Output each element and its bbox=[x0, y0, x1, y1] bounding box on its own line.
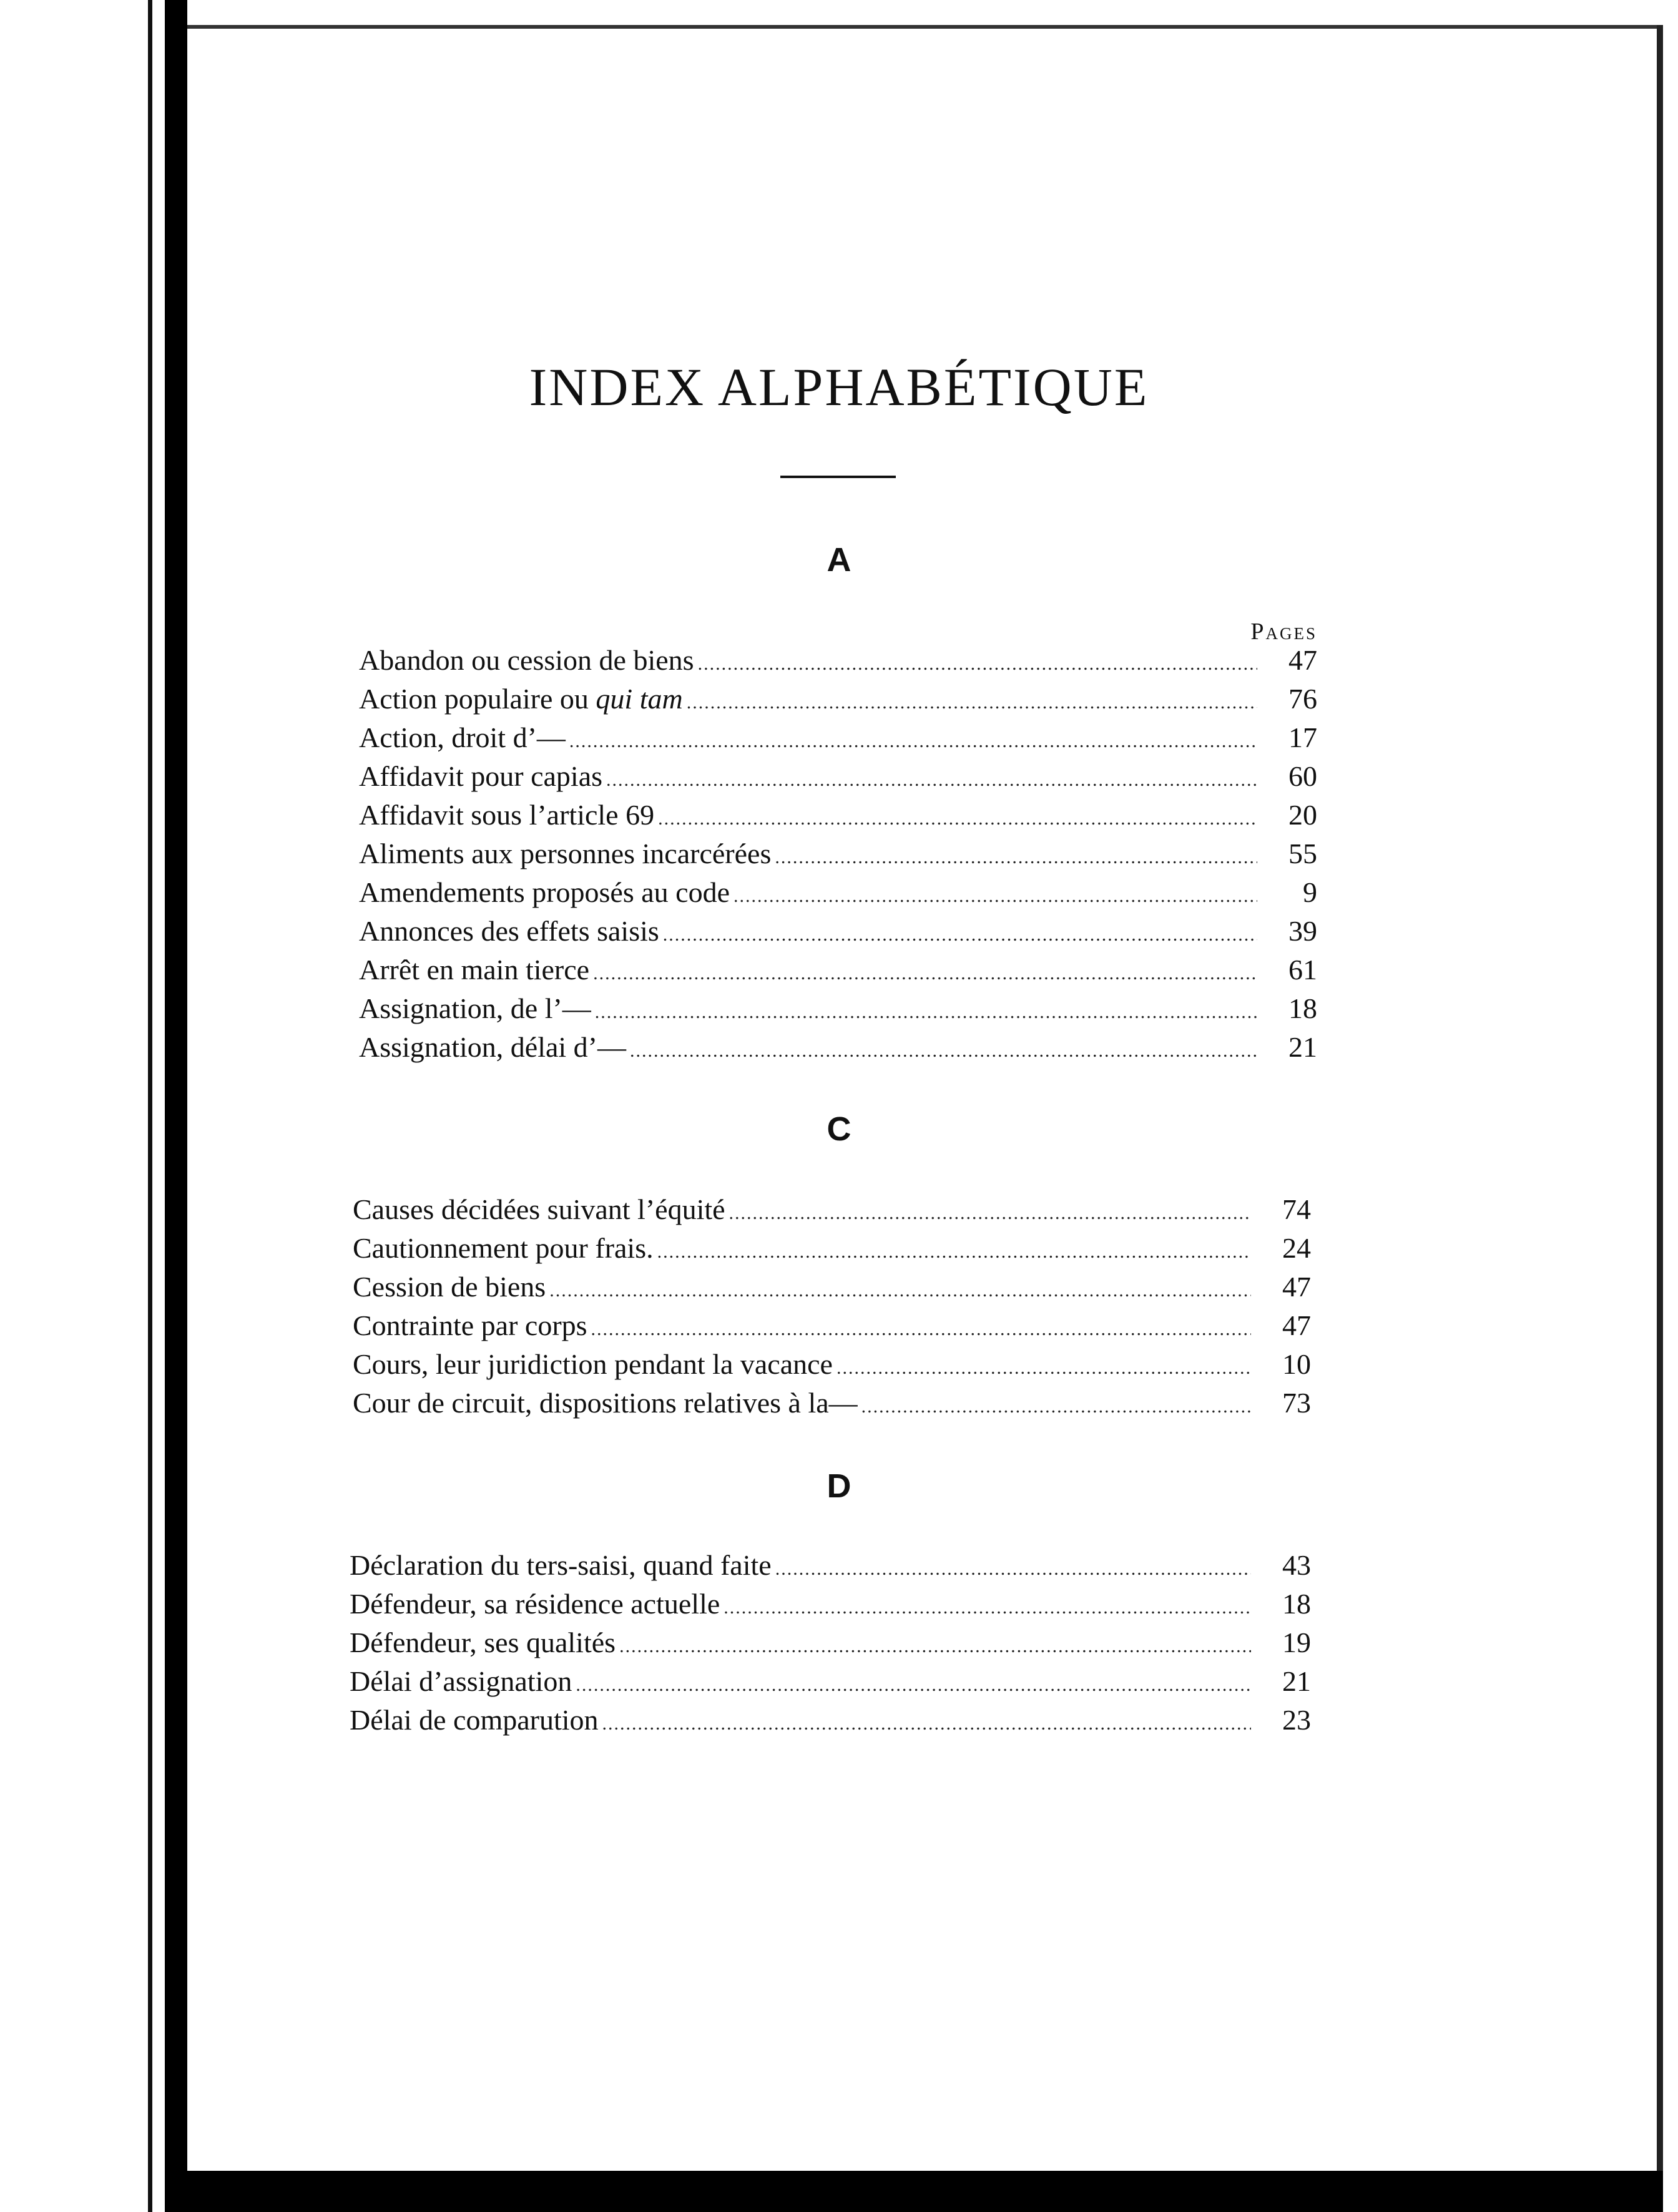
index-entry bbox=[359, 951, 1317, 989]
entry-page: 17 bbox=[1288, 722, 1317, 753]
entry-page: 60 bbox=[1288, 760, 1317, 792]
entry-page: 76 bbox=[1288, 683, 1317, 715]
pages-column-heading: Pages bbox=[1250, 619, 1317, 645]
index-entry bbox=[353, 1384, 1311, 1422]
leader-dots bbox=[734, 877, 1257, 916]
entry-page: 55 bbox=[1288, 838, 1317, 869]
entry-label: Amendements proposés au code bbox=[359, 876, 730, 908]
index-entry bbox=[359, 834, 1317, 873]
entry-label: Assignation, délai d’— bbox=[359, 1031, 626, 1063]
entry-page: 73 bbox=[1282, 1387, 1311, 1419]
entry-page: 23 bbox=[1282, 1704, 1311, 1736]
entry-page: 21 bbox=[1288, 1031, 1317, 1063]
index-entry bbox=[359, 912, 1317, 951]
facing-page-edge bbox=[148, 0, 152, 2212]
index-entry bbox=[350, 1701, 1311, 1740]
entry-label: Cautionnement pour frais. bbox=[353, 1232, 654, 1264]
entry-page: 19 bbox=[1282, 1627, 1311, 1658]
entry-label: Annonces des effets saisis bbox=[359, 915, 659, 947]
entry-label: Assignation, de l’— bbox=[359, 992, 591, 1024]
scan-border-top bbox=[187, 25, 1663, 29]
index-entry bbox=[350, 1623, 1311, 1662]
entry-label: Déclaration du ters-saisi, quand faite bbox=[350, 1549, 772, 1581]
entry-page: 47 bbox=[1282, 1309, 1311, 1341]
section-c-list bbox=[353, 1190, 1311, 1422]
entry-label: Affidavit sous l’article 69 bbox=[359, 799, 655, 831]
leader-dots bbox=[861, 1387, 1251, 1426]
entry-label: Cour de circuit, dispositions relatives à la— bbox=[353, 1387, 858, 1419]
scan-border-bottom bbox=[165, 2171, 1663, 2212]
leader-dots bbox=[657, 1233, 1251, 1271]
index-entry bbox=[350, 1546, 1311, 1585]
entry-label: Cession de biens bbox=[353, 1271, 546, 1303]
leader-dots bbox=[687, 683, 1257, 722]
leader-dots bbox=[698, 645, 1257, 683]
entry-page: 18 bbox=[1282, 1588, 1311, 1620]
index-entry bbox=[353, 1268, 1311, 1306]
leader-dots bbox=[724, 1588, 1251, 1627]
index-entry bbox=[359, 873, 1317, 912]
entry-label: Défendeur, ses qualités bbox=[350, 1627, 616, 1658]
index-entry bbox=[359, 680, 1317, 718]
entry-page: 47 bbox=[1288, 644, 1317, 676]
entry-label: Abandon ou cession de biens bbox=[359, 644, 694, 676]
entry-label: Affidavit pour capias bbox=[359, 760, 603, 792]
scan-border-left bbox=[165, 0, 187, 2212]
section-letter-a: A bbox=[827, 541, 851, 579]
section-letter-c: C bbox=[827, 1110, 851, 1148]
entry-label: Action populaire ou qui tam bbox=[359, 683, 683, 715]
entry-label: Causes décidées suivant l’équité bbox=[353, 1193, 725, 1225]
leader-dots bbox=[606, 761, 1257, 800]
page-title: INDEX ALPHABÉTIQUE bbox=[529, 357, 1149, 417]
leader-dots bbox=[602, 1705, 1251, 1743]
section-letter-d: D bbox=[827, 1467, 851, 1505]
entry-label: Cours, leur juridiction pendant la vacance bbox=[353, 1348, 833, 1380]
entry-page: 43 bbox=[1282, 1549, 1311, 1581]
leader-dots bbox=[591, 1310, 1251, 1349]
entry-label: Délai d’assignation bbox=[350, 1665, 572, 1697]
entry-label: Action, droit d’— bbox=[359, 722, 566, 753]
leader-dots bbox=[775, 838, 1257, 877]
entry-page: 21 bbox=[1282, 1665, 1311, 1697]
index-entry bbox=[359, 641, 1317, 680]
entry-page: 10 bbox=[1282, 1348, 1311, 1380]
entry-page: 74 bbox=[1282, 1193, 1311, 1225]
title-rule bbox=[780, 476, 896, 478]
section-a-list bbox=[359, 641, 1317, 1067]
leader-dots bbox=[619, 1627, 1251, 1666]
leader-dots bbox=[595, 993, 1257, 1032]
leader-dots bbox=[729, 1194, 1251, 1233]
facing-page-margin bbox=[0, 0, 165, 2212]
entry-page: 47 bbox=[1282, 1271, 1311, 1303]
entry-label-italic: qui tam bbox=[596, 683, 683, 715]
leader-dots bbox=[663, 916, 1257, 954]
index-entry bbox=[359, 989, 1317, 1028]
index-entry bbox=[350, 1585, 1311, 1623]
entry-page: 39 bbox=[1288, 915, 1317, 947]
leader-dots bbox=[630, 1032, 1257, 1070]
leader-dots bbox=[775, 1550, 1251, 1588]
entry-label: Arrêt en main tierce bbox=[359, 954, 590, 986]
entry-page: 18 bbox=[1288, 992, 1317, 1024]
entry-label: Contrainte par corps bbox=[353, 1309, 587, 1341]
index-entry bbox=[353, 1190, 1311, 1229]
entry-label: Aliments aux personnes incarcérées bbox=[359, 838, 772, 869]
index-entry bbox=[359, 796, 1317, 834]
leader-dots bbox=[837, 1349, 1251, 1387]
entry-page: 24 bbox=[1282, 1232, 1311, 1264]
entry-label: Délai de comparution bbox=[350, 1704, 599, 1736]
leader-dots bbox=[658, 800, 1257, 838]
leader-dots bbox=[569, 722, 1257, 761]
entry-page: 61 bbox=[1288, 954, 1317, 986]
entry-label: Défendeur, sa résidence actuelle bbox=[350, 1588, 720, 1620]
index-entry bbox=[359, 757, 1317, 796]
leader-dots bbox=[593, 954, 1257, 993]
index-entry bbox=[359, 718, 1317, 757]
entry-page: 20 bbox=[1288, 799, 1317, 831]
section-d-list bbox=[350, 1546, 1311, 1740]
index-entry bbox=[359, 1028, 1317, 1067]
index-entry bbox=[353, 1345, 1311, 1384]
index-entry bbox=[353, 1229, 1311, 1268]
leader-dots bbox=[576, 1666, 1251, 1705]
entry-page: 9 bbox=[1303, 876, 1317, 908]
index-entry bbox=[350, 1662, 1311, 1701]
leader-dots bbox=[549, 1271, 1251, 1310]
index-entry bbox=[353, 1306, 1311, 1345]
